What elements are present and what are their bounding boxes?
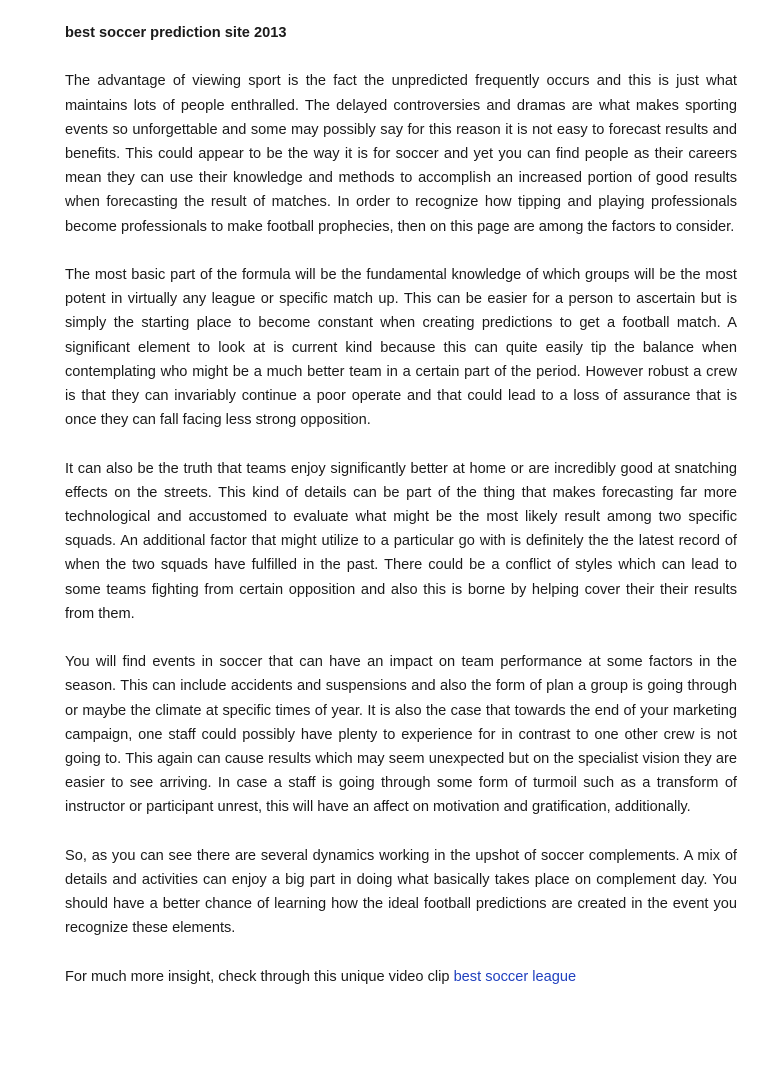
document-title: best soccer prediction site 2013 (65, 25, 287, 41)
closing-paragraph (65, 965, 737, 989)
paragraph-3: It can also be the truth that teams enjoy significantly better at home or are incredibly good at snatching effects on the streets. This kind of details can be part of the thing that makes forecasting far more technological and accustomed to evaluate what might be the most likely result among two specific squads. An additional factor that might utilize to a particular go with is definitely the the latest record of when the two squads have fulfilled in the past. There could be a conflict of styles which can lead to some teams fighting from certain opposition and also this is borne by helping cover their their results from them. (65, 460, 737, 622)
paragraph-5: So, as you can see there are several dynamics working in the upshot of soccer complements. A mix of details and activities can enjoy a big part in doing what basically takes place on complement day. You should have a better chance of learning how the ideal football predictions are created in the event you recognize these elements. (65, 847, 737, 937)
paragraph-2: The most basic part of the formula will be the fundamental knowledge of which groups will be the most potent in virtually any league or specific match up. This can be easier for a person to ascertain but is simply the starting place to become constant when creating predictions to get a football match. A significant element to look at is current kind because this can quite easily tip the balance when contemplating who might be a much better team in a certain part of the period. However robust a crew is that they can invariably continue a poor operate and that could lead to a loss of assurance that is once they can fall facing less strong opposition. (65, 267, 737, 429)
paragraph-1: The advantage of viewing sport is the fact the unpredicted frequently occurs and this is just what maintains lots of people enthralled. The delayed controversies and dramas are what makes sporting events so unforgettable and some may possibly say for this reason it is not easy to forecast results and benefits. This could appear to be the way it is for soccer and yet you can find people as their careers mean they can use their knowledge and methods to accomplish an increased portion of good results when forecasting the result of matches. In order to recognize how tipping and playing professionals become professionals to make football prophecies, then on this page are among the factors to consider. (65, 73, 737, 235)
best-soccer-league-link[interactable]: best soccer league (453, 968, 577, 985)
closing-text: For much more insight, check through this unique video clip (65, 968, 454, 985)
paragraph-4: You will find events in soccer that can have an impact on team performance at some factors in the season. This can include accidents and suspensions and also the form of plan a group is going through or maybe the climate at specific times of year. It is also the case that towards the end of your marketing campaign, one staff could possibly have plenty to experience for in contrast to one other crew is not going to. This again can cause results which may seem unexpected but on the specialist vision they are easier to see arriving. In case a staff is going through some form of turmoil such as a transform of instructor or participant unrest, this will have an affect on motivation and gratification, additionally. (65, 654, 737, 816)
document-page (65, 21, 737, 989)
